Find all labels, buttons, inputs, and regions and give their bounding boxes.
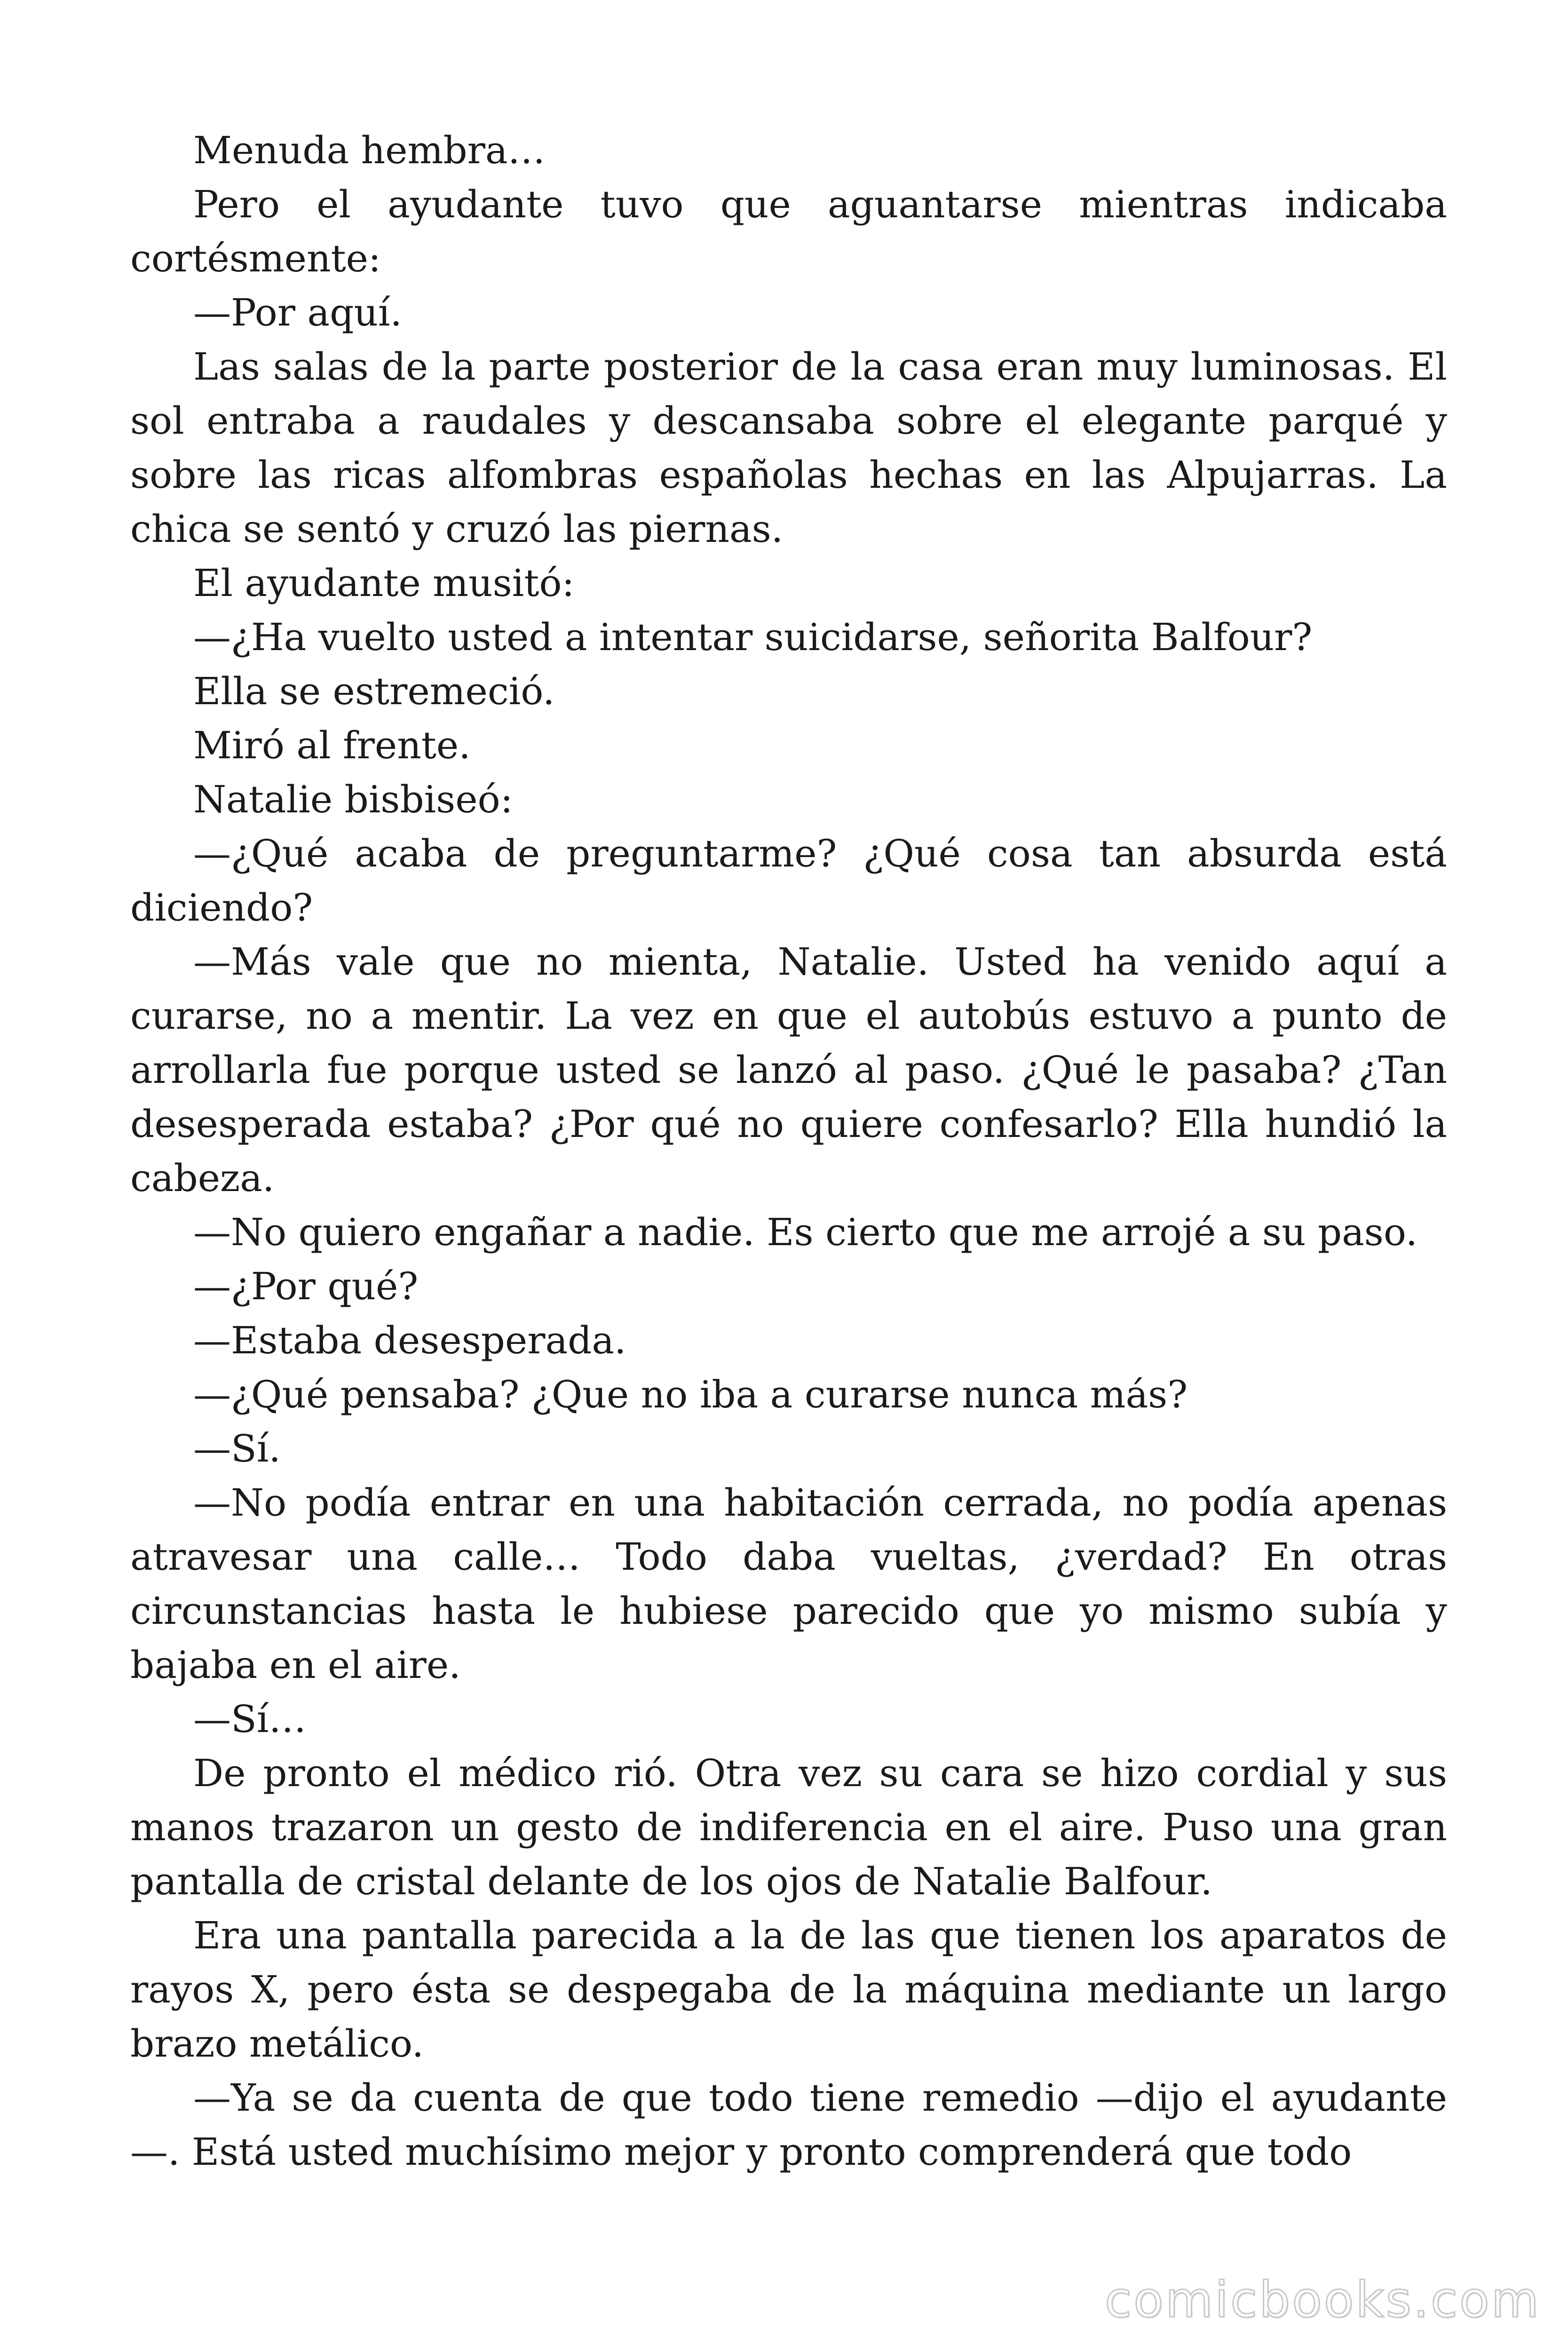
paragraph: —No quiero engañar a nadie. Es cierto que me arrojé a su paso. (193, 1210, 1418, 1254)
paragraph: —¿Ha vuelto usted a intentar suicidarse, señorita Balfour? (193, 615, 1313, 659)
page-text (130, 123, 1447, 2179)
paragraph: Era una pantalla parecida a la de las que tienen los aparatos de rayos X, pero ésta se despegaba de la máquina mediante un largo brazo metálico. (130, 1914, 1447, 2066)
paragraph: Natalie bisbiseó: (193, 778, 513, 821)
paragraph: —Por aquí. (193, 291, 402, 334)
paragraph: —Sí… (193, 1697, 307, 1741)
paragraph: El ayudante musitó: (193, 561, 575, 605)
paragraph: De pronto el médico rió. Otra vez su cara se hizo cordial y sus manos trazaron un gesto de indiferencia en el aire. Puso una gran pantalla de cristal delante de los ojos de Natalie Balfour. (130, 1751, 1447, 1903)
paragraph: —No podía entrar en una habitación cerrada, no podía apenas atravesar una calle… Todo daba vueltas, ¿verdad? En otras circunstancias hasta le hubiese parecido que yo mismo subía y bajaba en el aire. (130, 1481, 1447, 1687)
paragraph: —Más vale que no mienta, Natalie. Usted ha venido aquí a curarse, no a mentir. La vez en que el autobús estuvo a punto de arrollarla fue porque usted se lanzó al paso. ¿Qué le pasaba? ¿Tan desesperada estaba? ¿Por qué no quiere confesarlo? Ella hundió la cabeza. (130, 940, 1447, 1200)
paragraph: Las salas de la parte posterior de la casa eran muy luminosas. El sol entraba a raudales y descansaba sobre el elegante parqué y sobre las ricas alfombras españolas hechas en las Alpujarras. La chica se sentó y cruzó las piernas. (130, 345, 1447, 551)
paragraph: —Estaba desesperada. (193, 1319, 626, 1362)
paragraph: —¿Qué acaba de preguntarme? ¿Qué cosa tan absurda está diciendo? (130, 832, 1447, 930)
paragraph: Ella se estremeció. (193, 669, 555, 713)
paragraph: —Sí. (193, 1427, 281, 1470)
paragraph: Miró al frente. (193, 723, 471, 767)
watermark: comicbooks.com (1104, 2271, 1541, 2328)
paragraph: —¿Por qué? (193, 1264, 419, 1308)
paragraph: —Ya se da cuenta de que todo tiene remedio —dijo el ayudante —. Está usted muchísimo mejor y pronto comprenderá que todo (130, 2076, 1447, 2174)
paragraph: Menuda hembra… (193, 128, 546, 172)
paragraph: Pero el ayudante tuvo que aguantarse mientras indicaba cortésmente: (130, 183, 1447, 280)
paragraph: —¿Qué pensaba? ¿Que no iba a curarse nunca más? (193, 1373, 1188, 1416)
